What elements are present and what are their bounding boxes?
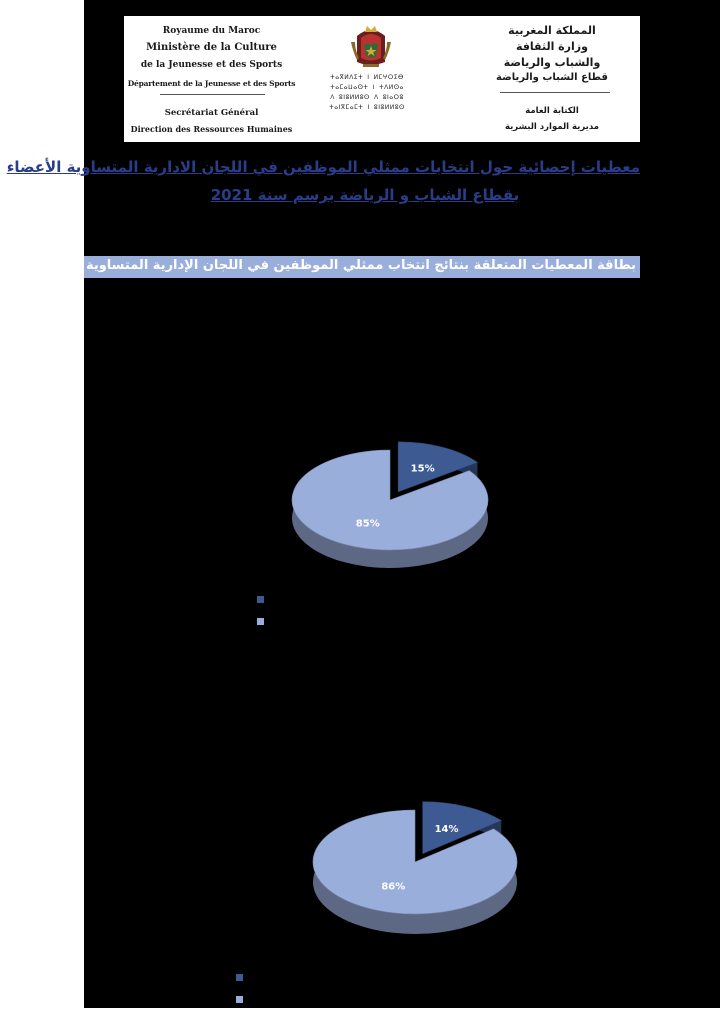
section-heading-band	[34, 256, 640, 278]
fr-ministry-cont: de la Jeunesse et des Sports	[140, 60, 283, 70]
ar-secretariat: الكتابة العامة	[525, 106, 579, 116]
fr-directorate: Direction des Ressources Humaines	[130, 124, 293, 134]
section-heading: بطاقة المعطيات المتعلقة بنتائج انتخاب ممثلي الموظفين في اللجان الإدارية المتساوية الأعضاء	[34, 258, 636, 273]
pie1-data-label-1: 15%	[410, 463, 435, 475]
tifinagh-line-1: ⵜⴰⴳⵍⴷⵉⵜ ⵏ ⵍⵎⵖⵔⵉⴱ	[330, 74, 404, 81]
ar-department: قطاع الشباب والرياضة	[496, 72, 608, 83]
tifinagh-line-4: ⵜⴰⵏⴳⵎⴰⵎⵜ ⵏ ⵓⵏⵓⵍⵍⵓⵙ	[329, 104, 405, 111]
ar-kingdom: المملكة المغربية	[508, 24, 596, 37]
legend-marker-2b	[236, 996, 243, 1003]
legend-marker-2a	[236, 974, 243, 981]
legend-marker-1a	[257, 596, 264, 603]
pie-chart-1	[280, 420, 510, 590]
pie2-data-label-1: 14%	[434, 823, 459, 835]
fr-kingdom: Royaume du Maroc	[162, 26, 261, 36]
fr-secretariat: Secrétariat Général	[164, 108, 259, 118]
royal-emblem-icon	[347, 22, 395, 70]
ar-ministry: وزارة الثقافة	[516, 40, 588, 53]
legend-marker-1b	[257, 618, 264, 625]
tifinagh-line-2: ⵜⴰⵎⴰⵡⴰⵙⵜ ⵏ ⵜⴷⵍⵙⴰ	[330, 84, 404, 91]
pie2-data-label-2: 86%	[381, 881, 406, 893]
tifinagh-line-3: ⴷ ⵓⵏⵓⵍⵍⵓⵙ ⴷ ⵓⵏⴰⵔⵓ	[330, 94, 404, 101]
fr-divider	[160, 94, 265, 95]
pie1-data-label-2: 85%	[355, 518, 380, 530]
fr-ministry: Ministère de la Culture	[146, 42, 277, 53]
pie-chart-2	[300, 780, 540, 960]
document-title: معطيات إحصائية حول انتخابات ممثلي الموظفين في اللجان الادارية المتساوية الأعضاء	[6, 158, 640, 176]
document-subtitle: بقطاع الشباب و الرياضة برسم سنة 2021	[210, 186, 520, 204]
ar-ministry-cont: والشباب والرياضة	[503, 56, 601, 69]
ar-directorate: مديرية الموارد البشرية	[504, 122, 600, 132]
letterhead	[124, 16, 640, 142]
ar-divider	[500, 92, 610, 93]
fr-department: Département de la Jeunesse et des Sports	[127, 79, 296, 88]
